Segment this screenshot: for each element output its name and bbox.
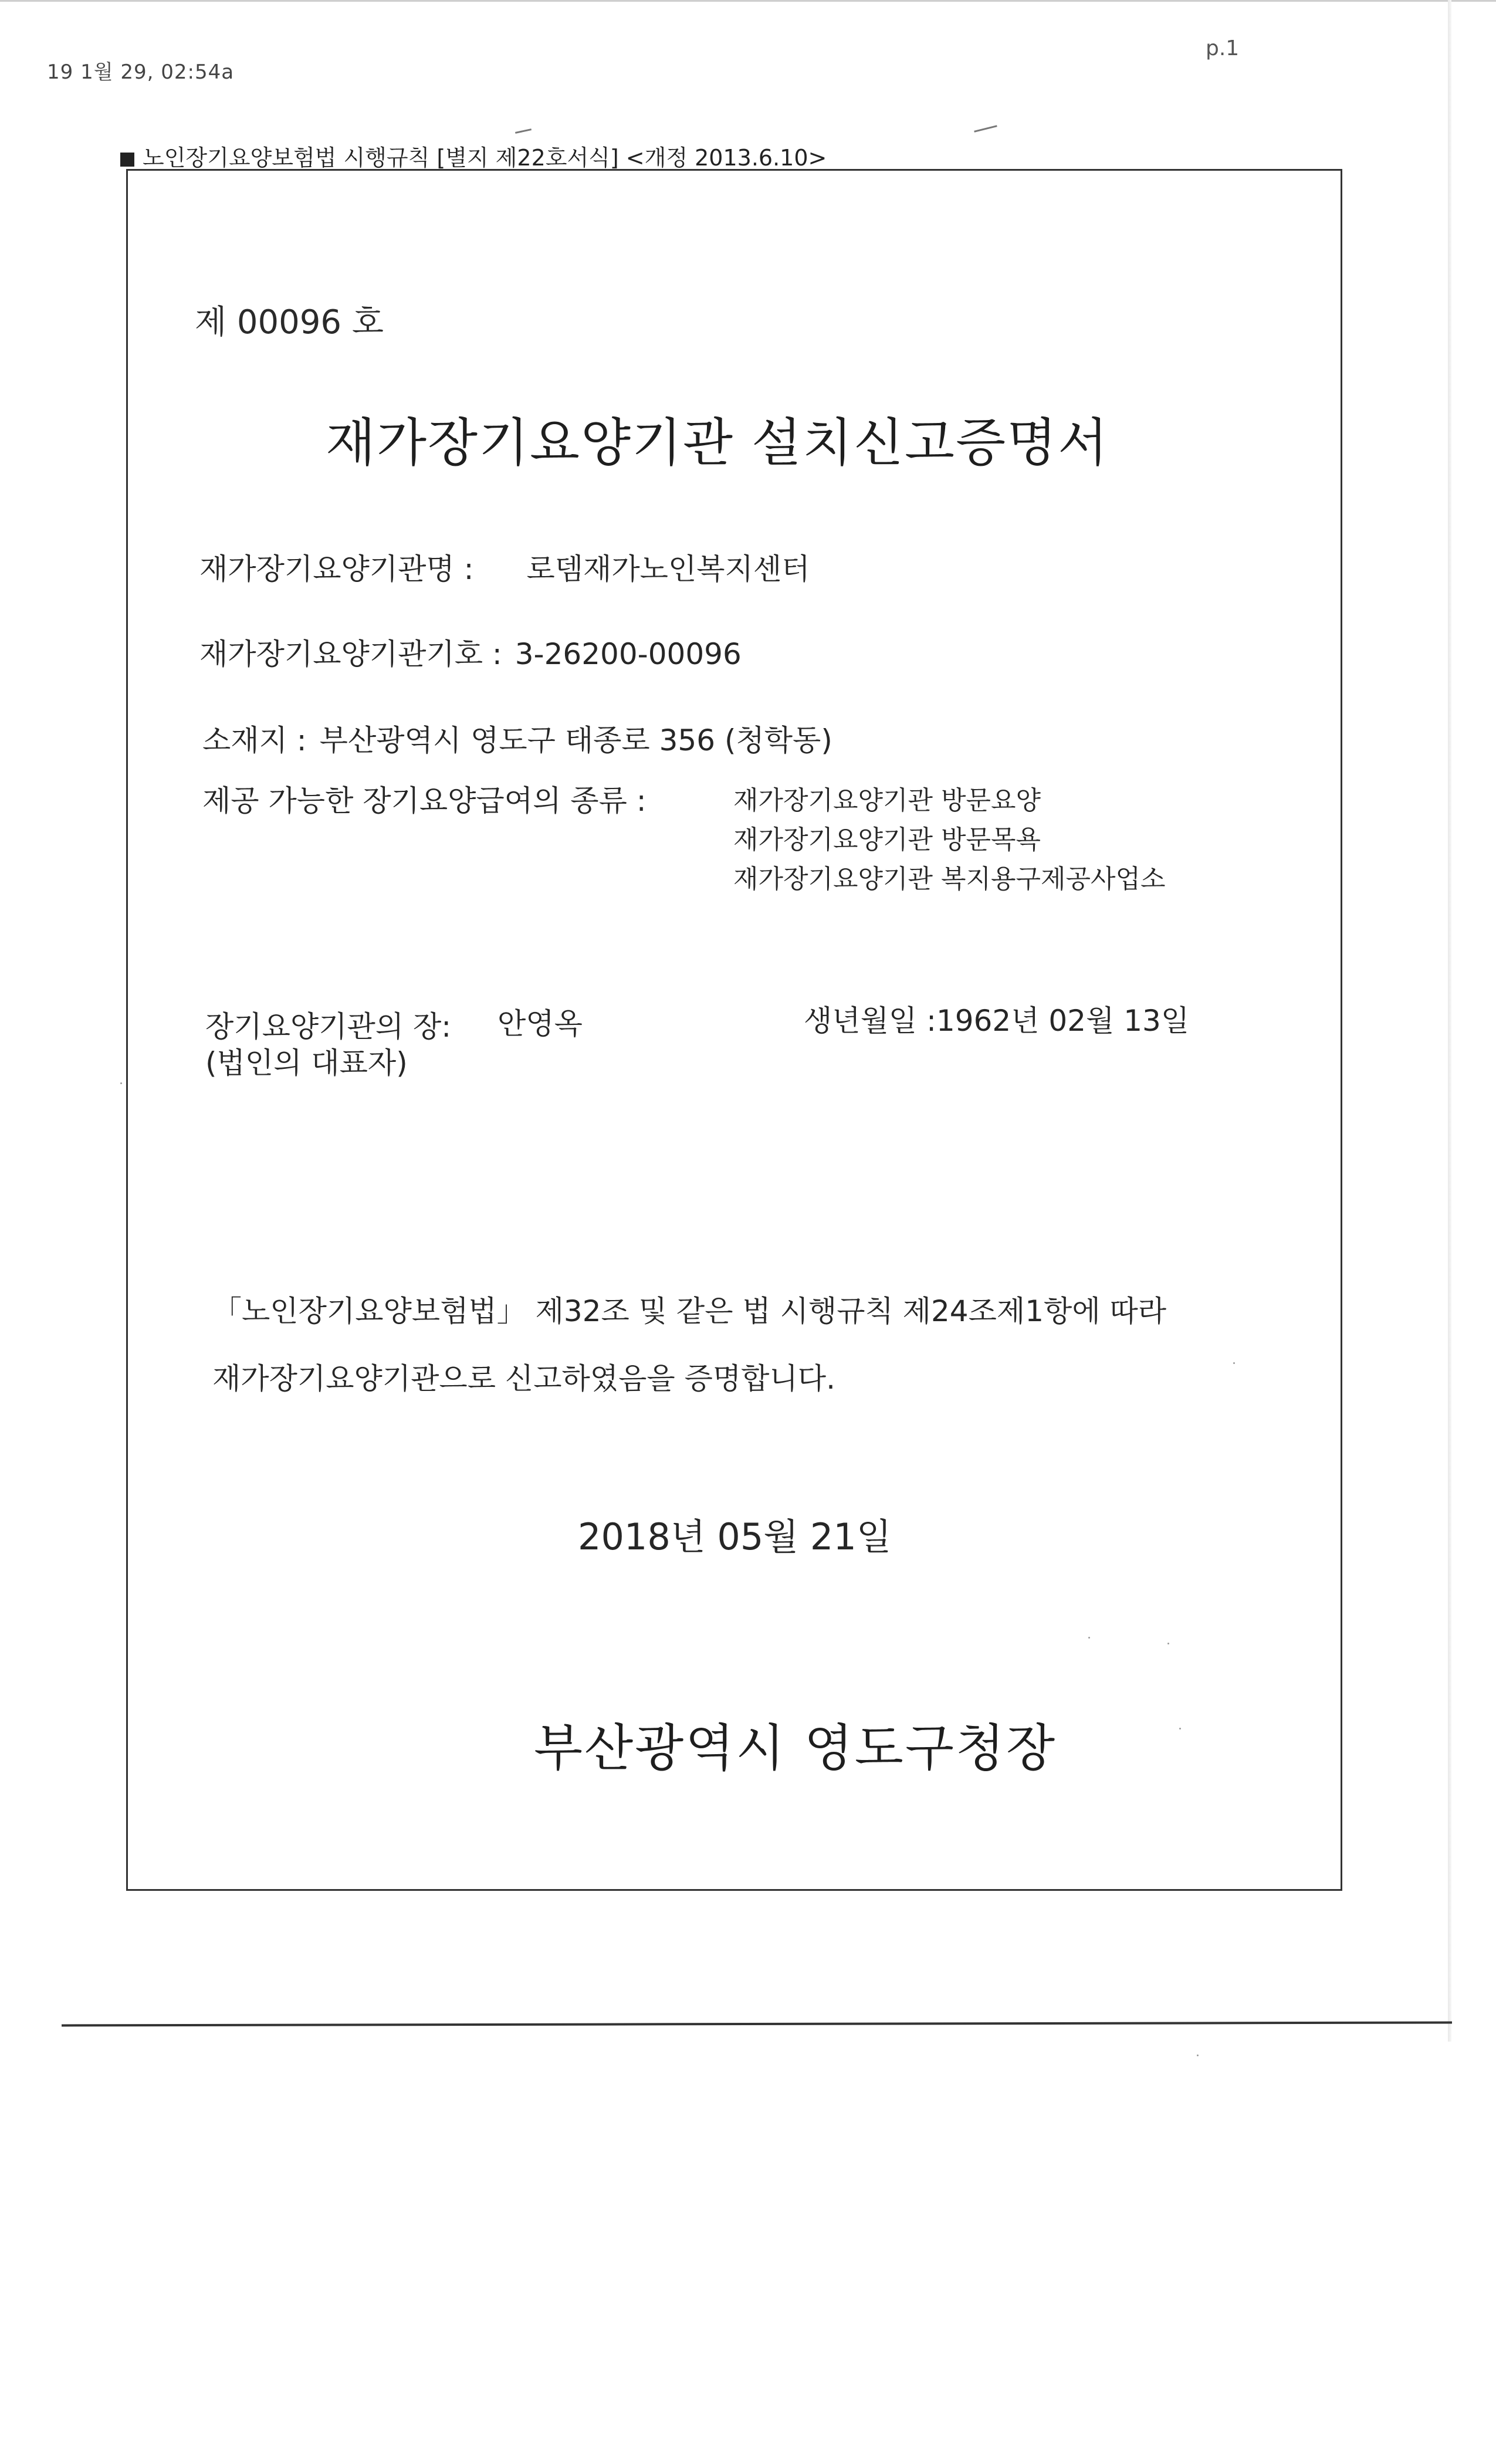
institution-name-label: 재가장기요양기관명 : [199,552,474,586]
head-label: 장기요양기관의 장: [205,1010,452,1044]
scan-noise [1197,2055,1199,2056]
services-label: 제공 가능한 장기요양급여의 종류 : [202,784,647,818]
page-number: p.1 [1206,36,1240,60]
bottom-rule [62,2022,1452,2027]
scan-noise [1179,1728,1181,1729]
scan-top-edge [0,0,1496,2]
head-name: 안영옥 [497,1007,583,1041]
birth-date-value: 1962년 02월 13일 [936,1004,1190,1038]
service-item: 재가장기요양기관 방문요양 [733,786,1041,815]
document-number: 제 00096 호 [195,303,384,341]
scan-right-edge [1448,0,1451,2042]
form-reference-text: 노인장기요양보험법 시행규칙 [별지 제22호서식] <개정 2013.6.10> [143,145,827,171]
institution-name-row [199,546,810,588]
document-title: 재가장기요양기관 설치신고증명서 [326,412,1109,473]
birth-date-row [804,997,1189,1040]
statement-line-2: 재가장기요양기관으로 신고하였음을 증명합니다. [212,1362,835,1396]
birth-date-label: 생년월일 : [804,1004,936,1038]
institution-name-value: 로뎀재가노인복지센터 [526,552,810,586]
statement-line-1: 「노인장기요양보험법」 제32조 및 같은 법 시행규칙 제24조제1항에 따라 [212,1294,1167,1328]
scan-mark [974,125,997,133]
institution-code-row [199,631,742,673]
service-item: 재가장기요양기관 복지용구제공사업소 [733,864,1166,894]
scan-noise [1167,1643,1169,1644]
fax-timestamp: 19 1월 29, 02:54a [47,60,235,84]
scan-noise [1088,1637,1090,1639]
scan-noise [120,1082,122,1084]
institution-code-value: 3-26200-00096 [515,637,742,671]
form-reference [120,140,827,172]
address-label: 소재지 : [202,723,307,757]
head-sub-label: (법인의 대표자) [205,1046,408,1080]
square-bullet-icon [120,153,134,167]
scan-mark [515,128,532,134]
issuer: 부산광역시 영도구청장 [534,1719,1057,1778]
institution-code-label: 재가장기요양기관기호 : [199,637,502,671]
scan-noise [1233,1362,1235,1364]
issue-date: 2018년 05월 21일 [578,1515,892,1558]
address-value: 부산광역시 영도구 태종로 356 (청학동) [319,723,832,757]
address-row [202,717,832,759]
service-item: 재가장기요양기관 방문목욕 [733,825,1041,855]
